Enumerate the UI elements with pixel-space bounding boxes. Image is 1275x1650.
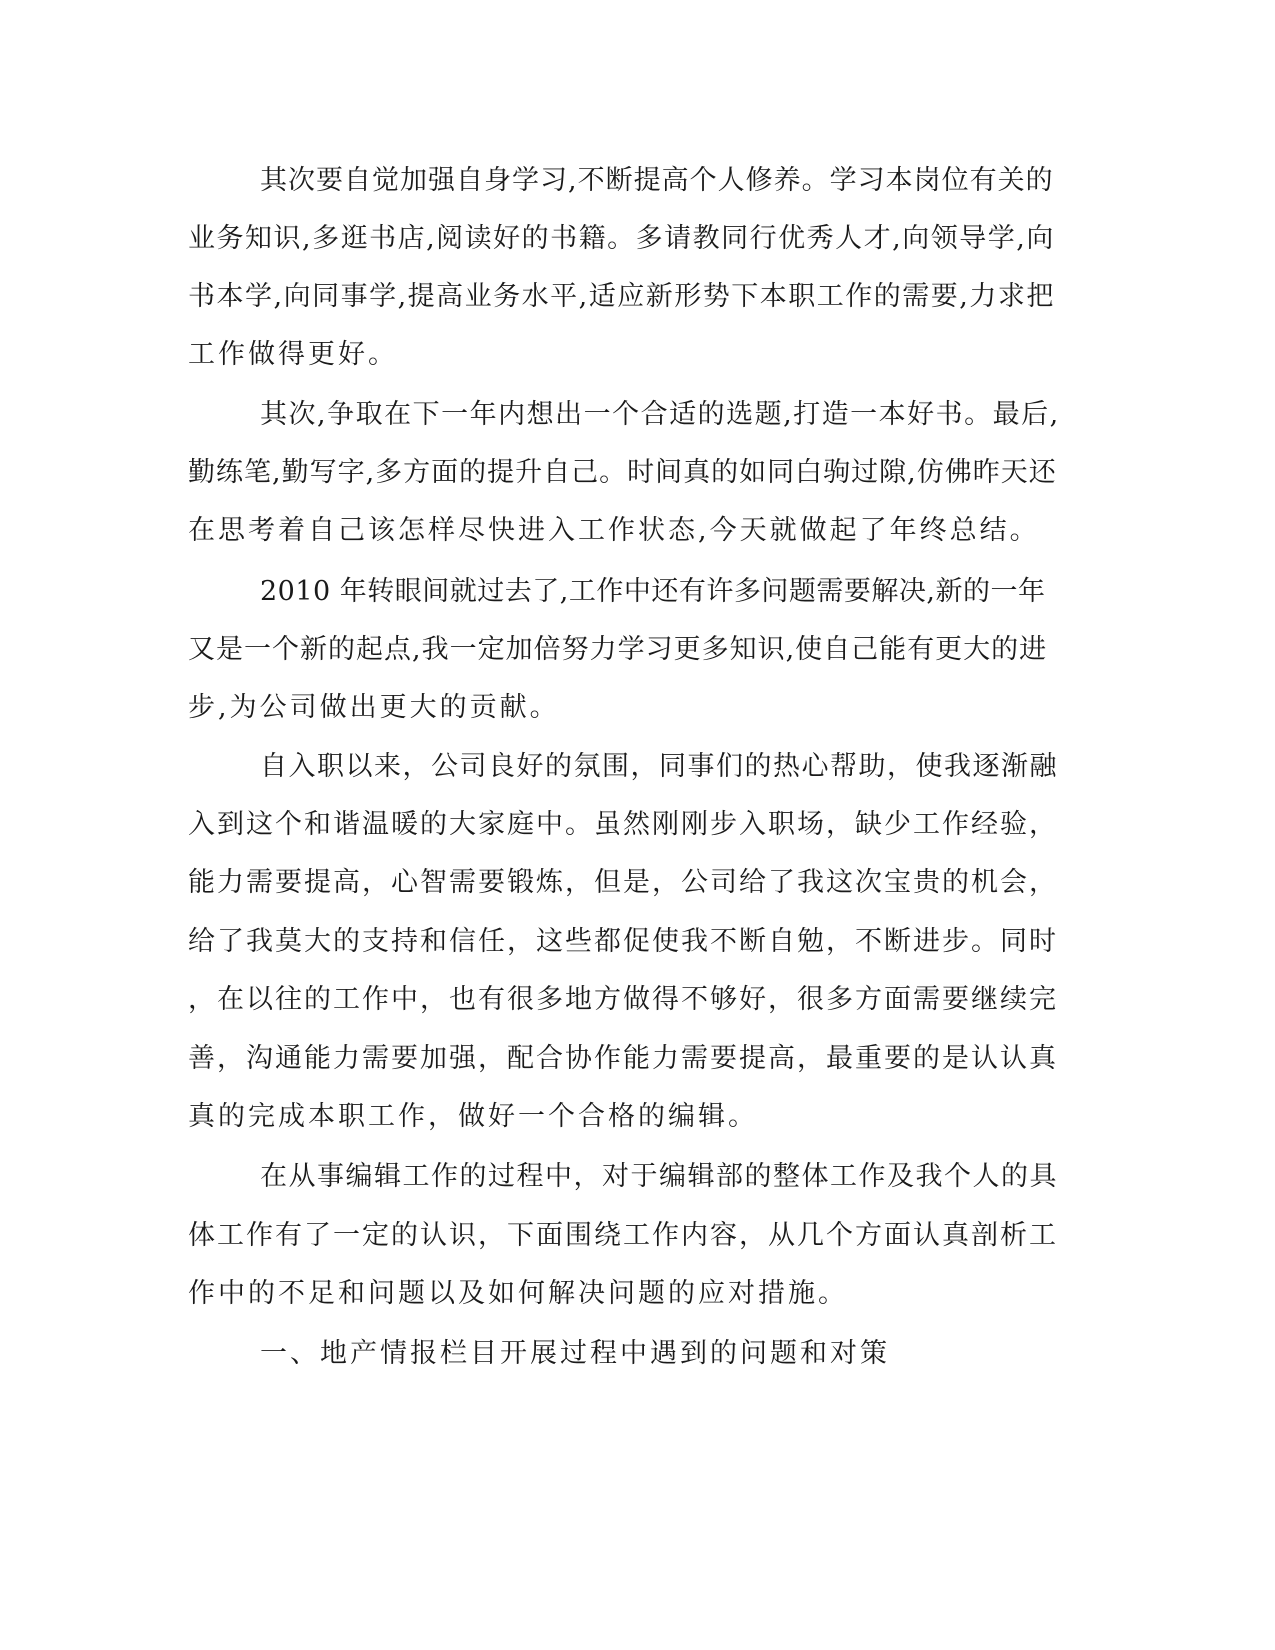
paragraph-4-line-5: ，在以往的工作中，也有很多地方做得不够好，很多方面需要继续完	[188, 984, 1058, 1015]
paragraph-4-line-6: 善，沟通能力需要加强，配合协作能力需要提高，最重要的是认认真	[188, 1043, 1058, 1074]
paragraph-3-line-2: 又是一个新的起点,我一定加倍努力学习更多知识,使自己能有更大的进	[188, 634, 1048, 665]
paragraph-2-line-1: 其次,争取在下一年内想出一个合适的选题,打造一本好书。最后,	[260, 399, 1060, 430]
paragraph-1-line-1: 其次要自觉加强自身学习,不断提高个人修养。学习本岗位有关的	[260, 165, 1054, 196]
paragraph-1-line-3: 书本学,向同事学,提高业务水平,适应新形势下本职工作的需要,力求把	[188, 281, 1055, 312]
paragraph-4-line-7: 真的完成本职工作，做好一个合格的编辑。	[188, 1101, 758, 1132]
paragraph-1-line-2: 业务知识,多逛书店,阅读好的书籍。多请教同行优秀人才,向领导学,向	[188, 223, 1055, 254]
paragraph-5-line-3: 作中的不足和问题以及如何解决问题的应对措施。	[188, 1278, 848, 1309]
paragraph-3-line-1: 2010 年转眼间就过去了,工作中还有许多问题需要解决,新的一年	[260, 576, 1046, 607]
paragraph-5-line-2: 体工作有了一定的认识，下面围绕工作内容，从几个方面认真剖析工	[188, 1220, 1058, 1251]
paragraph-2-line-2: 勤练笔,勤写字,多方面的提升自己。时间真的如同白驹过隙,仿佛昨天还	[188, 457, 1057, 488]
paragraph-4-line-2: 入到这个和谐温暖的大家庭中。虽然刚刚步入职场，缺少工作经验，	[188, 809, 1058, 840]
paragraph-2-line-3: 在思考着自己该怎样尽快进入工作状态,今天就做起了年终总结。	[188, 515, 1040, 546]
paragraph-4-line-3: 能力需要提高，心智需要锻炼，但是，公司给了我这次宝贵的机会，	[188, 867, 1058, 898]
paragraph-4-line-4: 给了我莫大的支持和信任，这些都促使我不断自勉，不断进步。同时	[188, 926, 1058, 957]
paragraph-3-line-3: 步,为公司做出更大的贡献。	[188, 692, 560, 723]
paragraph-5-line-1: 在从事编辑工作的过程中，对于编辑部的整体工作及我个人的具	[260, 1161, 1058, 1192]
paragraph-1-line-4: 工作做得更好。	[188, 339, 398, 370]
paragraph-4-line-1: 自入职以来，公司良好的氛围，同事们的热心帮助，使我逐渐融	[260, 751, 1058, 782]
section-heading: 一、地产情报栏目开展过程中遇到的问题和对策	[260, 1338, 890, 1369]
